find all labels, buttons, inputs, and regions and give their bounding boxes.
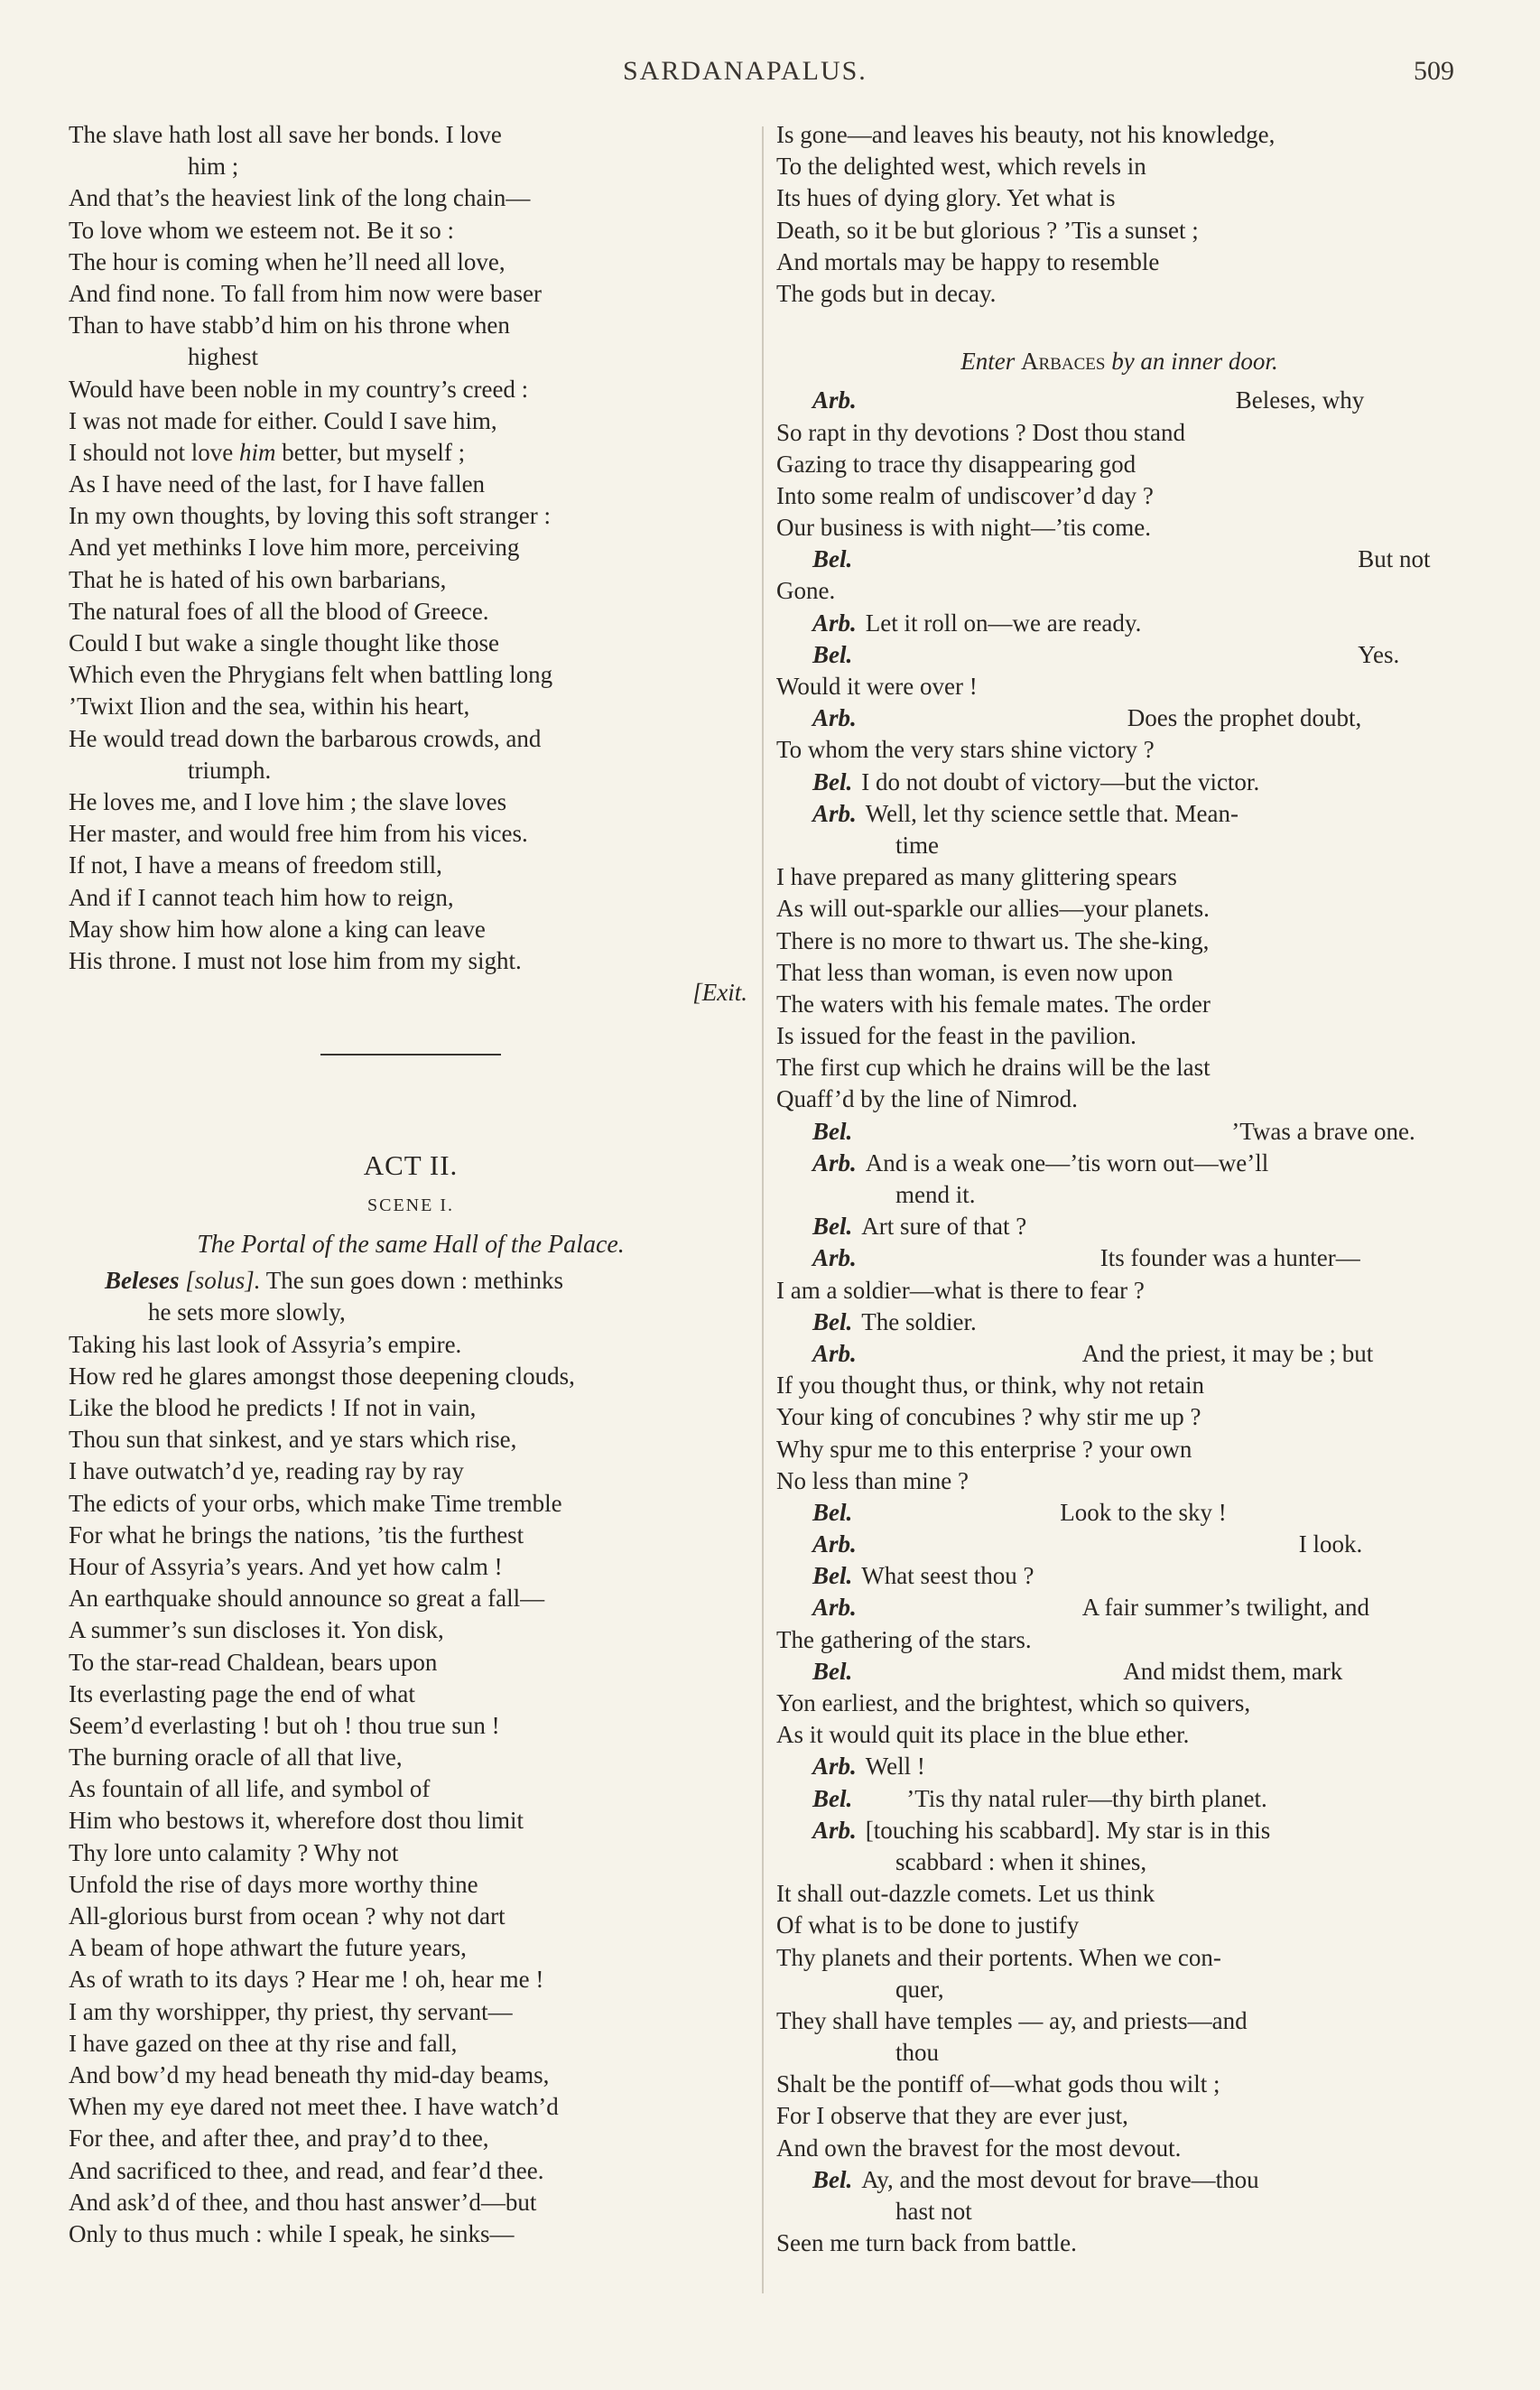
verse-line: he sets more slowly,	[148, 1298, 346, 1326]
speech-line	[776, 1783, 1462, 1815]
verse-line: Seem’d everlasting ! but oh ! thou true sun !	[69, 1711, 500, 1739]
verse-line: Our business is with night—’tis come.	[776, 514, 1151, 542]
spacer	[776, 377, 1462, 385]
verse-text: Art sure of that ?	[861, 1213, 1027, 1241]
speaker-name: Arb.	[812, 609, 857, 637]
verse-line: That he is hated of his own barbarians,	[69, 565, 447, 593]
verse-line: For what he brings the nations, ’tis the furthest	[69, 1520, 524, 1548]
speech-line	[776, 385, 1462, 416]
speech-line	[776, 1560, 1462, 1592]
verse-line: As fountain of all life, and symbol of	[69, 1775, 431, 1803]
verse-line: A summer’s sun discloses it. Yon disk,	[69, 1616, 444, 1644]
dialogue-block	[776, 385, 1462, 2259]
verse-line: mend it.	[895, 1181, 976, 1208]
verse-line: Thy planets and their portents. When we con-	[776, 1943, 1221, 1971]
verse-line: Is issued for the feast in the pavilion.	[776, 1022, 1136, 1050]
exit-direction: [Exit.	[692, 979, 747, 1007]
verse-line: To love whom we esteem not. Be it so :	[69, 216, 455, 244]
right-column	[776, 119, 1462, 2259]
verse-line: And find none. To fall from him now were baser	[69, 279, 542, 307]
running-head	[0, 56, 1540, 92]
verse-line: That less than woman, is even now upon	[776, 958, 1174, 986]
speaker-name: Arb.	[812, 1594, 857, 1622]
speaker-name: Arb.	[812, 1753, 857, 1781]
verse-line: The first cup which he drains will be the last	[776, 1054, 1211, 1082]
verse-line: Him who bestows it, wherefore dost thou limit	[69, 1807, 524, 1835]
speech-line	[776, 1815, 1462, 1846]
verse-text: Beleses, why	[1235, 386, 1365, 414]
speech-line	[69, 1265, 753, 1297]
verse-line: The natural foes of all the blood of Greece.	[69, 597, 489, 625]
verse-line: And own the bravest for the most devout.	[776, 2134, 1182, 2162]
verse-line: The slave hath lost all save her bonds. I love	[69, 121, 502, 148]
verse-text: What seest thou ?	[861, 1562, 1034, 1590]
verse-line: Why spur me to this enterprise ? your own	[776, 1435, 1192, 1463]
verse-text: I do not doubt of victory—but the victor.	[861, 767, 1260, 795]
speech-line	[776, 639, 1462, 671]
verse-line: May show him how alone a king can leave	[69, 915, 486, 943]
speech-line	[776, 1242, 1462, 1274]
speaker-name: Arb.	[812, 1816, 857, 1844]
verse-line: They shall have temples — ay, and priests—and	[776, 2006, 1248, 2034]
speech-line	[776, 1529, 1462, 1560]
verse-line: time	[895, 831, 939, 859]
verse-text: And the priest, it may be ; but	[1081, 1339, 1374, 1367]
verse-text: I should not love	[69, 438, 234, 466]
verse-line: Thy lore unto calamity ? Why not	[69, 1838, 399, 1866]
verse-line: His throne. I must not lose him from my sight.	[69, 946, 522, 974]
verse-line: Your king of concubines ? why stir me up ?	[776, 1403, 1201, 1431]
verse-text: Its founder was a hunter—	[1099, 1244, 1360, 1272]
verse-line: And that’s the heaviest link of the long chain—	[69, 184, 531, 212]
speech-line	[776, 1338, 1462, 1370]
verse-line: scabbard : when it shines,	[895, 1847, 1147, 1875]
verse-line: him ;	[188, 153, 239, 181]
verse-text: Let it roll on—we are ready.	[865, 609, 1142, 637]
verse-line: Seen me turn back from battle.	[776, 2229, 1077, 2257]
verse-line: Quaff’d by the line of Nimrod.	[776, 1085, 1078, 1113]
verse-line: I am thy worshipper, thy priest, thy servant—	[69, 1997, 513, 2025]
stage-word: Enter	[960, 348, 1016, 376]
verse-text: ’Tis thy natal ruler—thy birth planet.	[906, 1784, 1267, 1812]
verse-line: I am a soldier—what is there to fear ?	[776, 1276, 1145, 1304]
verse-line: So rapt in thy devotions ? Dost thou stand	[776, 418, 1185, 446]
scene-setting: The Portal of the same Hall of the Palace.	[197, 1231, 625, 1260]
verse-line: I have prepared as many glittering spears	[776, 863, 1177, 891]
speech-line	[776, 1148, 1462, 1179]
verse-line: An earthquake should announce so great a fall—	[69, 1585, 545, 1613]
spacer	[69, 1119, 753, 1146]
verse-line: It shall out-dazzle comets. Let us think	[776, 1880, 1155, 1908]
verse-line: Would it were over !	[776, 673, 978, 700]
verse-line: He would tread down the barbarous crowds, and	[69, 724, 542, 752]
verse-line: And yet methinks I love him more, perceiving	[69, 534, 520, 562]
verse-line: Thou sun that sinkest, and ye stars which rise,	[69, 1426, 517, 1454]
verse-line: quer,	[895, 1975, 944, 2003]
verse-line: Would have been noble in my country’s creed :	[69, 375, 529, 403]
running-title: SARDANAPALUS.	[623, 56, 867, 86]
speaker-name: Arb.	[812, 1149, 857, 1176]
column-divider	[762, 126, 764, 2293]
speaker-name: Bel.	[812, 1307, 853, 1335]
verse-line: As will out-sparkle our allies—your planets.	[776, 895, 1210, 923]
verse-line: And if I cannot teach him how to reign,	[69, 883, 454, 911]
verse-line: As it would quit its place in the blue ether.	[776, 1721, 1190, 1749]
verse-line: triumph.	[188, 756, 272, 784]
speaker-name: Bel.	[812, 1657, 853, 1685]
verse-line: hast not	[895, 2198, 972, 2225]
speech-line	[776, 2164, 1462, 2196]
spacer	[69, 1009, 753, 1045]
verse-line: Yon earliest, and the brightest, which so quivers,	[776, 1689, 1251, 1716]
verse-line: Gazing to trace thy disappearing god	[776, 450, 1136, 478]
entrance-direction	[776, 346, 1462, 377]
page-number: 509	[1414, 56, 1454, 86]
speaker-name: Arb.	[812, 1339, 857, 1367]
verse-line: To the delighted west, which revels in	[776, 153, 1146, 181]
verse-line: Hour of Assyria’s years. And yet how calm !	[69, 1552, 503, 1580]
verse-line: There is no more to thwart us. The she-king,	[776, 926, 1210, 954]
verse-line: If you thought thus, or think, why not retain	[776, 1372, 1204, 1400]
verse-line: Unfold the rise of days more worthy thine	[69, 1870, 478, 1898]
verse-line: thou	[895, 2039, 940, 2067]
verse-line: Death, so it be but glorious ? ’Tis a sunset ;	[776, 216, 1199, 244]
speaker-name: Arb.	[812, 1244, 857, 1272]
verse-line: I have gazed on thee at thy rise and fall,	[69, 2029, 458, 2057]
verse-text: Does the prophet doubt,	[1127, 704, 1362, 732]
verse-line: To the star-read Chaldean, bears upon	[69, 1648, 438, 1676]
speech-line	[776, 1751, 1462, 1782]
verse-line: Only to thus much : while I speak, he sinks—	[69, 2219, 515, 2247]
verse-line: And ask’d of thee, and thou hast answer’d—but	[69, 2188, 537, 2216]
speaker-name: Bel.	[812, 1784, 853, 1812]
character-name: Arbaces	[1021, 348, 1106, 376]
verse-line: The burning oracle of all that live,	[69, 1744, 403, 1772]
speech-line	[776, 1116, 1462, 1148]
verse-line: highest	[188, 343, 258, 371]
verse-line: The gathering of the stars.	[776, 1625, 1032, 1653]
verse-text: The soldier.	[861, 1307, 977, 1335]
verse-text: Yes.	[1358, 640, 1400, 668]
verse-line: He loves me, and I love him ; the slave loves	[69, 787, 507, 815]
verse-text: And midst them, mark	[1123, 1657, 1343, 1685]
verse-line: Like the blood he predicts ! If not in vain,	[69, 1394, 477, 1421]
speaker-name: Bel.	[812, 1213, 853, 1241]
verse-line: Her master, and would free him from his vices.	[69, 820, 528, 848]
speaker-name: Bel.	[812, 2165, 853, 2193]
speaker-name: Arb.	[812, 799, 857, 827]
stage-word: by an inner door.	[1111, 348, 1278, 376]
verse-line: As of wrath to its days ? Hear me ! oh, hear me !	[69, 1966, 544, 1994]
verse-line: Shalt be the pontiff of—what gods thou wilt ;	[776, 2070, 1220, 2098]
verse-text: I look.	[1298, 1530, 1363, 1558]
verse-line: All-glorious burst from ocean ? why not dart	[69, 1902, 506, 1930]
verse-text: Ay, and the most devout for brave—thou	[861, 2165, 1259, 2193]
act-heading: ACT II.	[363, 1149, 459, 1182]
verse-line: How red he glares amongst those deepening clouds,	[69, 1362, 575, 1390]
verse-line: Its everlasting page the end of what	[69, 1679, 415, 1707]
verse-line: Gone.	[776, 577, 836, 605]
verse-text: And is a weak one—’tis worn out—we’ll	[865, 1149, 1269, 1176]
verse-line: Its hues of dying glory. Yet what is	[776, 184, 1116, 212]
speaker-name: Arb.	[812, 1530, 857, 1558]
speaker-name: Arb.	[812, 704, 857, 732]
scene-heading: SCENE I.	[367, 1195, 454, 1216]
speaker-name: Bel.	[812, 545, 853, 573]
verse-line: Into some realm of undiscover’d day ?	[776, 481, 1154, 509]
verse-line: A beam of hope athwart the future years,	[69, 1934, 467, 1962]
speaker-name: Arb.	[812, 386, 857, 414]
verse-line: If not, I have a means of freedom still,	[69, 851, 442, 879]
verse-line: Taking his last look of Assyria’s empire.	[69, 1330, 462, 1358]
verse-line: In my own thoughts, by loving this soft stranger :	[69, 502, 551, 530]
verse-text: Well !	[865, 1753, 925, 1781]
speech-line	[776, 767, 1462, 798]
verse-line: I was not made for either. Could I save him,	[69, 406, 497, 434]
verse-text: Look to the sky !	[1060, 1498, 1227, 1526]
speaker-name: Bel.	[812, 1562, 853, 1590]
verse-line: The waters with his female mates. The order	[776, 990, 1211, 1018]
verse-line: Than to have stabb’d him on his throne when	[69, 312, 510, 339]
verse-text: [touching his scabbard]. My star is in this	[865, 1816, 1271, 1844]
verse-text: The sun goes down : methinks	[265, 1267, 564, 1295]
verse-line: And mortals may be happy to resemble	[776, 247, 1160, 275]
verse-line: No less than mine ?	[776, 1466, 969, 1494]
verse-text: A fair summer’s twilight, and	[1081, 1594, 1369, 1622]
speech-line	[776, 1497, 1462, 1529]
verse-line: I have outwatch’d ye, reading ray by ray	[69, 1457, 464, 1485]
verse-line	[69, 437, 753, 469]
speaker-name: Bel.	[812, 640, 853, 668]
verse-line: And bow’d my head beneath thy mid-day beams,	[69, 2060, 550, 2088]
verse-line: For thee, and after thee, and pray’d to thee,	[69, 2125, 489, 2153]
verse-line: The gods but in decay.	[776, 279, 997, 307]
verse-line: Could I but wake a single thought like those	[69, 629, 499, 656]
speaker-name: Bel.	[812, 767, 853, 795]
speech-line	[776, 798, 1462, 830]
verse-line: Which even the Phrygians felt when battling long	[69, 661, 553, 689]
emphasis: him	[239, 438, 276, 466]
speech-line	[776, 544, 1462, 575]
speaker-name: Bel.	[812, 1498, 853, 1526]
spacer	[69, 1056, 753, 1119]
verse-text: Well, let thy science settle that. Mean-	[865, 799, 1238, 827]
verse-line: The hour is coming when he’ll need all love,	[69, 247, 506, 275]
speech-line	[776, 1656, 1462, 1688]
verse-line: The edicts of your orbs, which make Time tremble	[69, 1489, 562, 1517]
verse-line: Of what is to be done to justify	[776, 1911, 1080, 1939]
verse-text: better, but myself ;	[282, 438, 466, 466]
speaker-name: Bel.	[812, 1117, 853, 1145]
verse-text: ’Twas a brave one.	[1231, 1117, 1415, 1145]
left-column	[69, 119, 753, 2250]
spacer	[776, 310, 1462, 346]
verse-line: And sacrificed to thee, and read, and fear’d thee.	[69, 2156, 544, 2184]
verse-line: For I observe that they are ever just,	[776, 2102, 1128, 2130]
stage-direction: [solus].	[185, 1267, 261, 1295]
speech-line	[776, 1307, 1462, 1338]
verse-line: Is gone—and leaves his beauty, not his knowledge,	[776, 121, 1276, 148]
verse-line: As I have need of the last, for I have fallen	[69, 470, 486, 498]
verse-line: To whom the very stars shine victory ?	[776, 736, 1155, 764]
speaker-name: Beleses	[105, 1267, 180, 1295]
speech-line	[776, 702, 1462, 734]
speech-line	[776, 1592, 1462, 1623]
speech-line	[776, 1211, 1462, 1242]
verse-line: ’Twixt Ilion and the sea, within his heart,	[69, 693, 470, 721]
verse-line: When my eye dared not meet thee. I have watch’d	[69, 2093, 559, 2121]
verse-text: But not	[1358, 545, 1431, 573]
speech-line	[776, 608, 1462, 639]
